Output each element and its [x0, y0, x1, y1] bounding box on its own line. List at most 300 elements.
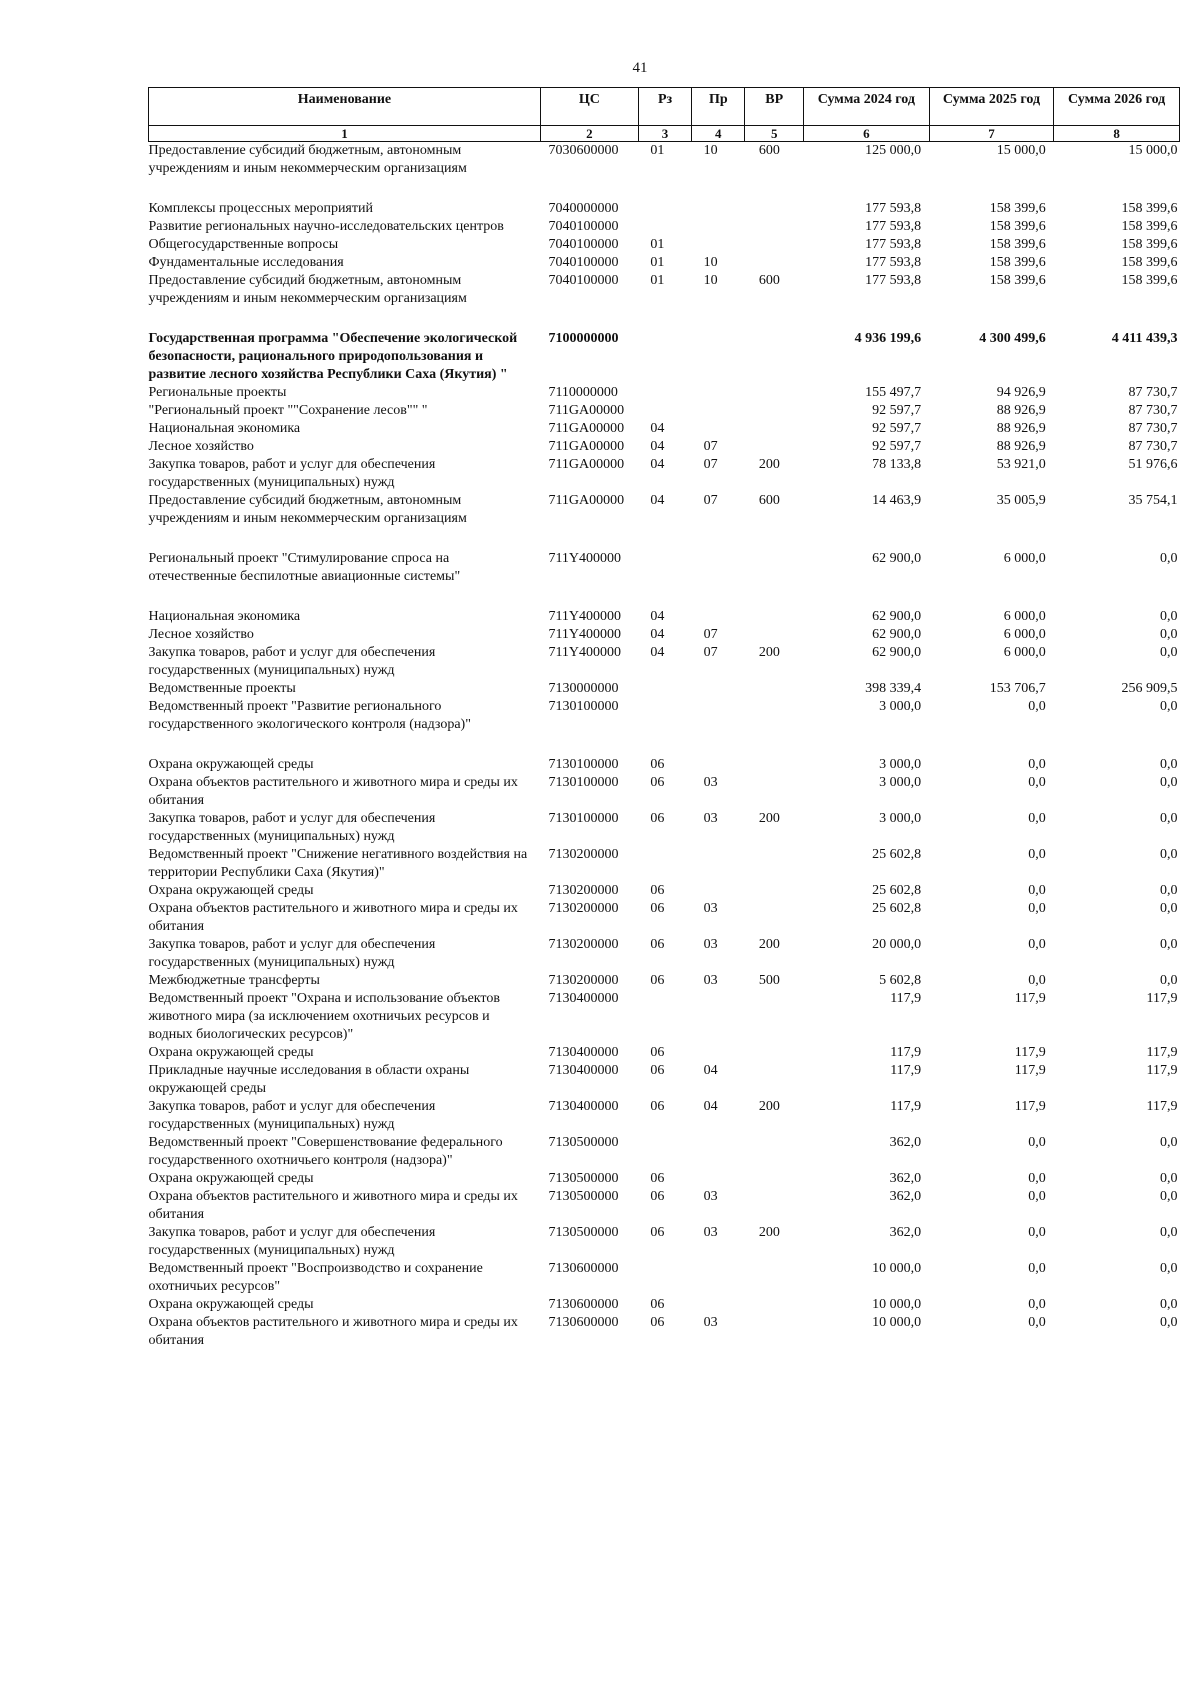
row-vr-code	[745, 420, 804, 438]
row-pr-code: 03	[703, 775, 718, 790]
row-name: Закупка товаров, работ и услуг для обеспечения государственных (муниципальных) нужд	[148, 1225, 436, 1258]
table-row	[149, 626, 1180, 644]
row-cs-code: 7040100000	[548, 255, 619, 270]
row-rz-code	[638, 330, 691, 384]
row-pr-code: 03	[703, 1225, 718, 1240]
row-sum-2026: 0,0	[1160, 901, 1178, 916]
table-row	[149, 200, 1180, 218]
row-sum-2026: 0,0	[1160, 551, 1178, 566]
col-number: 6	[804, 126, 930, 142]
row-cs-code: 711GA00000	[548, 439, 625, 454]
row-cs-code: 7130100000	[548, 757, 619, 772]
row-rz-code: 04	[650, 421, 665, 436]
row-rz-code: 06	[650, 1315, 665, 1330]
row-pr-code	[692, 330, 745, 384]
row-rz-code	[638, 550, 691, 608]
row-sum-2025: 0,0	[1028, 937, 1046, 952]
row-rz-code	[638, 218, 691, 236]
row-name: Закупка товаров, работ и услуг для обеспечения государственных (муниципальных) нужд	[148, 457, 436, 490]
row-name: Охрана окружающей среды	[148, 883, 314, 898]
table-row	[149, 882, 1180, 900]
row-pr-code	[692, 882, 745, 900]
row-sum-2026: 0,0	[1160, 973, 1178, 988]
row-pr-code: 03	[703, 1189, 718, 1204]
row-vr-code	[745, 402, 804, 420]
budget-table	[148, 87, 1180, 1350]
row-rz-code: 06	[650, 775, 665, 790]
row-sum-2024: 20 000,0	[872, 937, 922, 952]
row-cs-code: 7030600000	[548, 143, 619, 158]
row-vr-code	[745, 1044, 804, 1062]
row-rz-code	[638, 698, 691, 756]
col-header-rz: Рз	[638, 88, 691, 126]
row-pr-code: 03	[703, 973, 718, 988]
row-sum-2025: 6 000,0	[1003, 609, 1046, 624]
row-name: Охрана окружающей среды	[148, 757, 314, 772]
row-pr-code	[692, 846, 745, 882]
row-cs-code: 711GA00000	[548, 493, 625, 508]
table-row	[149, 680, 1180, 698]
row-vr-code	[745, 774, 804, 810]
row-cs-code: 7130400000	[548, 1063, 619, 1078]
table-body	[149, 142, 1180, 1351]
row-rz-code	[638, 1260, 691, 1296]
row-cs-code: 7130500000	[548, 1225, 619, 1240]
row-sum-2025: 94 926,9	[996, 385, 1046, 400]
row-sum-2025: 0,0	[1028, 1189, 1046, 1204]
row-sum-2026: 87 730,7	[1128, 403, 1178, 418]
row-vr-code: 500	[758, 973, 780, 988]
row-pr-code	[692, 1260, 745, 1296]
row-name: Лесное хозяйство	[148, 627, 254, 642]
table-row	[149, 550, 1180, 608]
row-sum-2025: 158 399,6	[989, 201, 1046, 216]
table-row	[149, 608, 1180, 626]
row-rz-code: 04	[650, 493, 665, 508]
row-name: Предоставление субсидий бюджетным, автономным учреждениям и иным некоммерческим организациям	[148, 273, 467, 306]
row-rz-code: 01	[650, 273, 665, 288]
row-vr-code	[745, 1170, 804, 1188]
row-name: Охрана окружающей среды	[148, 1297, 314, 1312]
row-sum-2025: 4 300 499,6	[979, 331, 1046, 346]
row-name: Региональный проект "Стимулирование спроса на отечественные беспилотные авиационные системы"	[148, 551, 461, 584]
row-cs-code: 7130200000	[548, 937, 619, 952]
row-sum-2024: 62 900,0	[872, 645, 922, 660]
row-name: Лесное хозяйство	[148, 439, 254, 454]
col-header-pr: Пр	[692, 88, 745, 126]
row-cs-code: 7130600000	[548, 1261, 619, 1276]
row-vr-code	[745, 698, 804, 756]
table-row	[149, 456, 1180, 492]
row-cs-code: 7040100000	[548, 219, 619, 234]
row-name: Охрана объектов растительного и животного мира и среды их обитания	[148, 901, 518, 934]
row-name: Развитие региональных научно-исследовательских центров	[148, 219, 504, 234]
row-sum-2024: 62 900,0	[872, 551, 922, 566]
row-cs-code: 7040100000	[548, 273, 619, 288]
row-sum-2025: 158 399,6	[989, 219, 1046, 234]
row-sum-2026: 117,9	[1146, 1045, 1178, 1060]
row-cs-code: 7130200000	[548, 847, 619, 862]
row-sum-2024: 117,9	[890, 1099, 922, 1114]
table-row	[149, 810, 1180, 846]
row-vr-code	[745, 550, 804, 608]
row-sum-2024: 25 602,8	[872, 883, 922, 898]
row-name: Ведомственный проект "Воспроизводство и сохранение охотничьих ресурсов"	[148, 1261, 483, 1294]
row-vr-code	[745, 1062, 804, 1098]
row-cs-code: 7130200000	[548, 973, 619, 988]
row-rz-code	[638, 200, 691, 218]
row-rz-code	[638, 680, 691, 698]
row-pr-code: 03	[703, 811, 718, 826]
row-vr-code	[745, 384, 804, 402]
row-pr-code	[692, 1134, 745, 1170]
row-sum-2026: 35 754,1	[1128, 493, 1178, 508]
row-sum-2026: 51 976,6	[1128, 457, 1178, 472]
row-pr-code	[692, 990, 745, 1044]
row-vr-code	[745, 882, 804, 900]
row-sum-2025: 6 000,0	[1003, 627, 1046, 642]
table-row	[149, 254, 1180, 272]
row-pr-code	[692, 608, 745, 626]
row-vr-code	[745, 200, 804, 218]
row-sum-2025: 158 399,6	[989, 237, 1046, 252]
row-name: Межбюджетные трансферты	[148, 973, 320, 988]
row-vr-code	[745, 626, 804, 644]
row-pr-code	[692, 1044, 745, 1062]
row-sum-2025: 0,0	[1028, 973, 1046, 988]
table-row	[149, 990, 1180, 1044]
budget-table-sheet	[148, 87, 1180, 1350]
row-rz-code: 04	[650, 457, 665, 472]
row-sum-2024: 10 000,0	[872, 1297, 922, 1312]
row-rz-code	[638, 402, 691, 420]
row-sum-2024: 92 597,7	[872, 439, 922, 454]
row-cs-code: 7130200000	[548, 901, 619, 916]
row-cs-code: 7130200000	[548, 883, 619, 898]
row-name: Охрана окружающей среды	[148, 1045, 314, 1060]
row-sum-2026: 158 399,6	[1121, 237, 1178, 252]
table-row	[149, 936, 1180, 972]
row-sum-2026: 117,9	[1146, 991, 1178, 1006]
row-vr-code: 200	[758, 937, 780, 952]
row-sum-2025: 0,0	[1028, 901, 1046, 916]
row-name: Ведомственный проект "Совершенствование федерального государственного охотничьего контроля (надзора)"	[148, 1135, 503, 1168]
row-sum-2026: 256 909,5	[1121, 681, 1178, 696]
table-row	[149, 1296, 1180, 1314]
row-sum-2024: 117,9	[890, 1063, 922, 1078]
col-number: 2	[540, 126, 638, 142]
row-sum-2026: 158 399,6	[1121, 219, 1178, 234]
row-sum-2025: 0,0	[1028, 775, 1046, 790]
row-cs-code: 711Y400000	[548, 627, 622, 642]
row-sum-2025: 158 399,6	[989, 273, 1046, 288]
row-rz-code: 06	[650, 1171, 665, 1186]
row-cs-code: 7130400000	[548, 1099, 619, 1114]
row-cs-code: 711Y400000	[548, 609, 622, 624]
row-name: "Региональный проект ""Сохранение лесов"" "	[148, 403, 428, 418]
row-sum-2024: 177 593,8	[865, 237, 922, 252]
col-number: 5	[745, 126, 804, 142]
row-sum-2024: 62 900,0	[872, 627, 922, 642]
row-sum-2026: 15 000,0	[1128, 143, 1178, 158]
row-vr-code	[745, 900, 804, 936]
row-vr-code: 600	[758, 493, 780, 508]
col-number: 4	[692, 126, 745, 142]
row-rz-code: 01	[650, 143, 665, 158]
row-rz-code	[638, 846, 691, 882]
row-sum-2025: 15 000,0	[996, 143, 1046, 158]
row-sum-2024: 398 339,4	[865, 681, 922, 696]
row-pr-code: 03	[703, 1315, 718, 1330]
row-vr-code: 200	[758, 457, 780, 472]
row-sum-2026: 117,9	[1146, 1099, 1178, 1114]
row-cs-code: 7130500000	[548, 1171, 619, 1186]
row-sum-2024: 177 593,8	[865, 219, 922, 234]
row-sum-2024: 117,9	[890, 991, 922, 1006]
row-rz-code: 04	[650, 609, 665, 624]
table-row	[149, 1224, 1180, 1260]
table-row	[149, 1062, 1180, 1098]
row-sum-2025: 6 000,0	[1003, 645, 1046, 660]
table-row	[149, 774, 1180, 810]
row-sum-2026: 0,0	[1160, 847, 1178, 862]
row-sum-2024: 4 936 199,6	[854, 331, 922, 346]
row-sum-2026: 0,0	[1160, 1297, 1178, 1312]
col-number: 7	[929, 126, 1054, 142]
row-pr-code: 07	[703, 457, 718, 472]
row-sum-2026: 0,0	[1160, 699, 1178, 714]
row-sum-2024: 3 000,0	[879, 811, 922, 826]
row-sum-2026: 0,0	[1160, 609, 1178, 624]
row-sum-2026: 158 399,6	[1121, 201, 1178, 216]
row-pr-code: 07	[703, 627, 718, 642]
row-cs-code: 7130100000	[548, 811, 619, 826]
row-sum-2026: 117,9	[1146, 1063, 1178, 1078]
row-rz-code: 01	[650, 255, 665, 270]
row-pr-code	[692, 420, 745, 438]
row-rz-code: 06	[650, 757, 665, 772]
row-vr-code	[745, 218, 804, 236]
table-row	[149, 1260, 1180, 1296]
row-cs-code: 7100000000	[548, 331, 619, 346]
row-name: Прикладные научные исследования в области охраны окружающей среды	[148, 1063, 470, 1096]
row-cs-code: 711GA00000	[548, 457, 625, 472]
row-sum-2026: 0,0	[1160, 757, 1178, 772]
row-sum-2024: 177 593,8	[865, 201, 922, 216]
row-name: Региональные проекты	[148, 385, 287, 400]
row-cs-code: 711GA00000	[548, 421, 625, 436]
row-vr-code: 200	[758, 1225, 780, 1240]
row-rz-code	[638, 384, 691, 402]
row-sum-2024: 10 000,0	[872, 1315, 922, 1330]
row-vr-code	[745, 608, 804, 626]
row-cs-code: 7130400000	[548, 1045, 619, 1060]
row-sum-2025: 117,9	[1014, 1099, 1046, 1114]
row-cs-code: 7040000000	[548, 201, 619, 216]
row-sum-2025: 0,0	[1028, 883, 1046, 898]
row-sum-2026: 4 411 439,3	[1111, 331, 1178, 346]
row-vr-code: 200	[758, 1099, 780, 1114]
row-sum-2026: 0,0	[1160, 1171, 1178, 1186]
row-name: Охрана объектов растительного и животного мира и среды их обитания	[148, 1315, 518, 1348]
row-name: Ведомственный проект "Снижение негативного воздействия на территории Республики Саха (Якутия)"	[148, 847, 528, 880]
row-sum-2025: 6 000,0	[1003, 551, 1046, 566]
row-rz-code	[638, 990, 691, 1044]
table-row	[149, 142, 1180, 201]
row-sum-2026: 0,0	[1160, 775, 1178, 790]
row-vr-code	[745, 1296, 804, 1314]
table-row	[149, 438, 1180, 456]
table-header	[149, 88, 1180, 142]
table-row	[149, 900, 1180, 936]
row-sum-2025: 0,0	[1028, 1261, 1046, 1276]
row-pr-code	[692, 698, 745, 756]
row-vr-code	[745, 330, 804, 384]
col-number: 3	[638, 126, 691, 142]
row-rz-code: 06	[650, 1045, 665, 1060]
row-sum-2026: 158 399,6	[1121, 255, 1178, 270]
row-cs-code: 7130400000	[548, 991, 619, 1006]
row-sum-2024: 155 497,7	[865, 385, 922, 400]
col-header-sum-2024: Сумма 2024 год	[804, 88, 930, 126]
table-row	[149, 972, 1180, 990]
row-sum-2024: 92 597,7	[872, 421, 922, 436]
row-sum-2026: 87 730,7	[1128, 385, 1178, 400]
table-row	[149, 330, 1180, 384]
row-sum-2026: 158 399,6	[1121, 273, 1178, 288]
row-rz-code: 01	[650, 237, 665, 252]
table-row	[149, 236, 1180, 254]
row-sum-2026: 0,0	[1160, 811, 1178, 826]
row-pr-code	[692, 236, 745, 254]
row-sum-2024: 14 463,9	[872, 493, 922, 508]
col-header-vr: ВР	[745, 88, 804, 126]
table-row	[149, 846, 1180, 882]
row-sum-2025: 88 926,9	[996, 403, 1046, 418]
row-sum-2024: 25 602,8	[872, 901, 922, 916]
row-rz-code: 04	[650, 645, 665, 660]
row-sum-2025: 117,9	[1014, 1045, 1046, 1060]
row-rz-code: 06	[650, 1063, 665, 1078]
row-sum-2024: 3 000,0	[879, 775, 922, 790]
row-sum-2024: 78 133,8	[872, 457, 922, 472]
row-sum-2025: 0,0	[1028, 1171, 1046, 1186]
row-sum-2024: 362,0	[889, 1225, 922, 1240]
row-name: Ведомственный проект "Развитие регионального государственного экологического контроля (надзора)"	[148, 699, 471, 732]
page-number: 41	[632, 60, 648, 76]
row-rz-code: 04	[650, 627, 665, 642]
row-sum-2024: 3 000,0	[879, 699, 922, 714]
row-name: Закупка товаров, работ и услуг для обеспечения государственных (муниципальных) нужд	[148, 937, 436, 970]
row-pr-code: 03	[703, 937, 718, 952]
row-sum-2024: 362,0	[889, 1135, 922, 1150]
row-name: Предоставление субсидий бюджетным, автономным учреждениям и иным некоммерческим организациям	[148, 143, 467, 176]
row-name: Государственная программа "Обеспечение экологической безопасности, рационального природопользования и развитие лесного хозяйства Республики Саха (Якутия) "	[148, 331, 518, 382]
row-vr-code: 600	[758, 273, 780, 288]
row-sum-2026: 0,0	[1160, 1225, 1178, 1240]
row-vr-code	[745, 756, 804, 774]
col-header-cs: ЦС	[540, 88, 638, 126]
row-vr-code	[745, 680, 804, 698]
row-rz-code: 06	[650, 1225, 665, 1240]
row-pr-code	[692, 550, 745, 608]
table-row	[149, 1314, 1180, 1350]
row-sum-2024: 62 900,0	[872, 609, 922, 624]
row-sum-2024: 117,9	[890, 1045, 922, 1060]
row-vr-code	[745, 1134, 804, 1170]
row-vr-code	[745, 1314, 804, 1350]
row-vr-code: 600	[758, 143, 780, 158]
row-pr-code	[692, 1170, 745, 1188]
row-cs-code: 711Y400000	[548, 645, 622, 660]
table-row	[149, 420, 1180, 438]
row-sum-2025: 158 399,6	[989, 255, 1046, 270]
col-header-sum-2025: Сумма 2025 год	[929, 88, 1054, 126]
table-row	[149, 698, 1180, 756]
row-sum-2024: 92 597,7	[872, 403, 922, 418]
row-vr-code	[745, 1260, 804, 1296]
row-vr-code: 200	[758, 645, 780, 660]
row-rz-code: 06	[650, 1189, 665, 1204]
row-cs-code: 7130100000	[548, 775, 619, 790]
row-name: Ведомственный проект "Охрана и использование объектов животного мира (за исключением охотничьих ресурсов и водных биологических ресурсов)"	[148, 991, 500, 1042]
row-sum-2025: 0,0	[1028, 1225, 1046, 1240]
row-name: Фундаментальные исследования	[148, 255, 344, 270]
row-name: Закупка товаров, работ и услуг для обеспечения государственных (муниципальных) нужд	[148, 811, 436, 844]
table-row	[149, 1188, 1180, 1224]
table-row	[149, 756, 1180, 774]
row-sum-2025: 88 926,9	[996, 439, 1046, 454]
row-sum-2026: 0,0	[1160, 883, 1178, 898]
row-sum-2025: 0,0	[1028, 699, 1046, 714]
row-name: Охрана объектов растительного и животного мира и среды их обитания	[148, 775, 518, 808]
row-cs-code: 7130000000	[548, 681, 619, 696]
row-pr-code: 07	[703, 439, 718, 454]
row-sum-2025: 35 005,9	[996, 493, 1046, 508]
row-rz-code: 04	[650, 439, 665, 454]
table-row	[149, 1170, 1180, 1188]
col-number: 8	[1054, 126, 1180, 142]
col-number: 1	[149, 126, 541, 142]
row-name: Общегосударственные вопросы	[148, 237, 339, 252]
table-row	[149, 384, 1180, 402]
row-vr-code	[745, 990, 804, 1044]
row-pr-code: 10	[703, 143, 718, 158]
row-pr-code: 07	[703, 645, 718, 660]
row-sum-2024: 10 000,0	[872, 1261, 922, 1276]
row-rz-code: 06	[650, 1297, 665, 1312]
row-pr-code: 10	[703, 255, 718, 270]
row-sum-2026: 0,0	[1160, 645, 1178, 660]
row-rz-code: 06	[650, 1099, 665, 1114]
table-row	[149, 1134, 1180, 1170]
row-sum-2025: 0,0	[1028, 757, 1046, 772]
row-cs-code: 7130600000	[548, 1315, 619, 1330]
row-vr-code	[745, 846, 804, 882]
table-row	[149, 1098, 1180, 1134]
row-pr-code	[692, 680, 745, 698]
row-cs-code: 7130500000	[548, 1135, 619, 1150]
row-pr-code: 04	[703, 1063, 718, 1078]
row-sum-2024: 3 000,0	[879, 757, 922, 772]
row-pr-code	[692, 200, 745, 218]
row-rz-code: 06	[650, 883, 665, 898]
row-vr-code	[745, 236, 804, 254]
row-pr-code: 10	[703, 273, 718, 288]
row-sum-2025: 153 706,7	[989, 681, 1046, 696]
row-cs-code: 711Y400000	[548, 551, 622, 566]
row-sum-2026: 0,0	[1160, 627, 1178, 642]
